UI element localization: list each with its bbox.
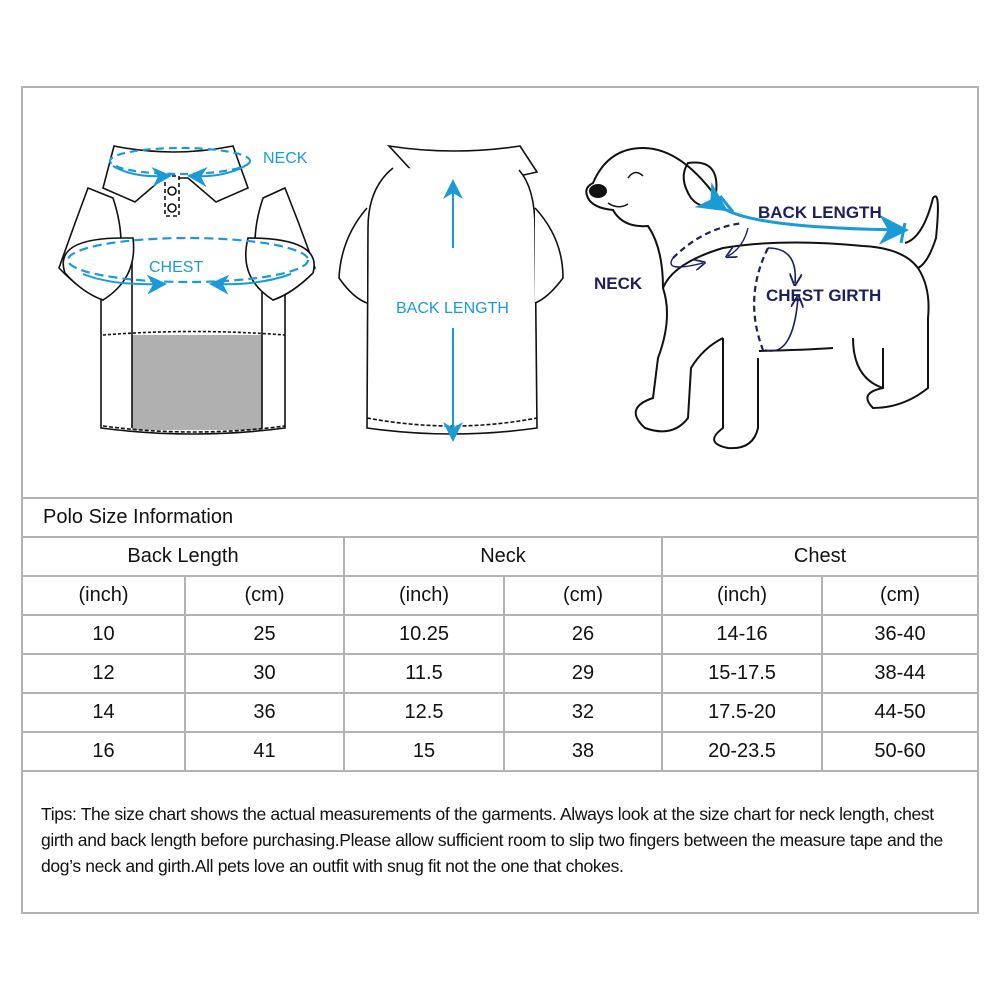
table-cell: 30	[185, 654, 344, 693]
table-cell: 10.25	[344, 615, 504, 654]
tips-text: Tips: The size chart shows the actual measurements of the garments. Always look at the size chart for neck length, chest girth and back length before purchasing.Please allow sufficient room to slip two fingers between the measure tape and the dog’s neck and girth.All pets love an outfit with snug fit not the one that chokes.	[41, 804, 943, 876]
table-row	[23, 732, 977, 771]
table-cell: 26	[504, 615, 662, 654]
table-cell: 14	[23, 693, 185, 732]
size-chart-frame	[21, 86, 979, 914]
table-cell: 41	[185, 732, 344, 771]
table-row	[23, 615, 977, 654]
table-cell: 17.5-20	[662, 693, 822, 732]
unit-header: (inch)	[23, 576, 185, 615]
back-shirt-icon	[339, 146, 563, 434]
table-cell: 10	[23, 615, 185, 654]
table-cell: 32	[504, 693, 662, 732]
front-neck-label: NECK	[263, 150, 308, 167]
table-cell: 44-50	[822, 693, 977, 732]
table-cell: 36	[185, 693, 344, 732]
unit-header: (cm)	[185, 576, 344, 615]
measurement-illustrations	[23, 88, 977, 499]
dog-icon	[586, 148, 938, 448]
front-chest-label: CHEST	[149, 259, 204, 276]
table-cell: 25	[185, 615, 344, 654]
table-cell: 50-60	[822, 732, 977, 771]
group-header-row	[23, 537, 977, 576]
unit-header: (inch)	[344, 576, 504, 615]
table-cell: 15	[344, 732, 504, 771]
dog-chest-girth-label: CHEST GIRTH	[766, 286, 882, 305]
table-cell: 38	[504, 732, 662, 771]
group-header-back-length: Back Length	[23, 537, 344, 576]
front-polo-shirt-icon	[59, 146, 315, 434]
table-cell: 12	[23, 654, 185, 693]
group-header-neck: Neck	[344, 537, 662, 576]
table-cell: 12.5	[344, 693, 504, 732]
unit-header: (inch)	[662, 576, 822, 615]
table-row	[23, 654, 977, 693]
dog-neck-label: NECK	[594, 274, 643, 293]
table-cell: 16	[23, 732, 185, 771]
table-cell: 20-23.5	[662, 732, 822, 771]
table-title-row	[23, 499, 977, 537]
back-length-label: BACK LENGTH	[396, 300, 509, 317]
table-cell: 11.5	[344, 654, 504, 693]
table-cell: 29	[504, 654, 662, 693]
unit-header-row	[23, 576, 977, 615]
table-cell: 14-16	[662, 615, 822, 654]
unit-header: (cm)	[504, 576, 662, 615]
group-header-chest: Chest	[662, 537, 977, 576]
table-cell: 15-17.5	[662, 654, 822, 693]
table-title: Polo Size Information	[23, 499, 977, 537]
table-cell: 38-44	[822, 654, 977, 693]
table-cell: 36-40	[822, 615, 977, 654]
table-row	[23, 693, 977, 732]
dog-neck-measure-icon	[671, 223, 748, 267]
unit-header: (cm)	[822, 576, 977, 615]
size-table	[23, 499, 977, 772]
dog-back-length-label: BACK LENGTH	[758, 203, 882, 222]
